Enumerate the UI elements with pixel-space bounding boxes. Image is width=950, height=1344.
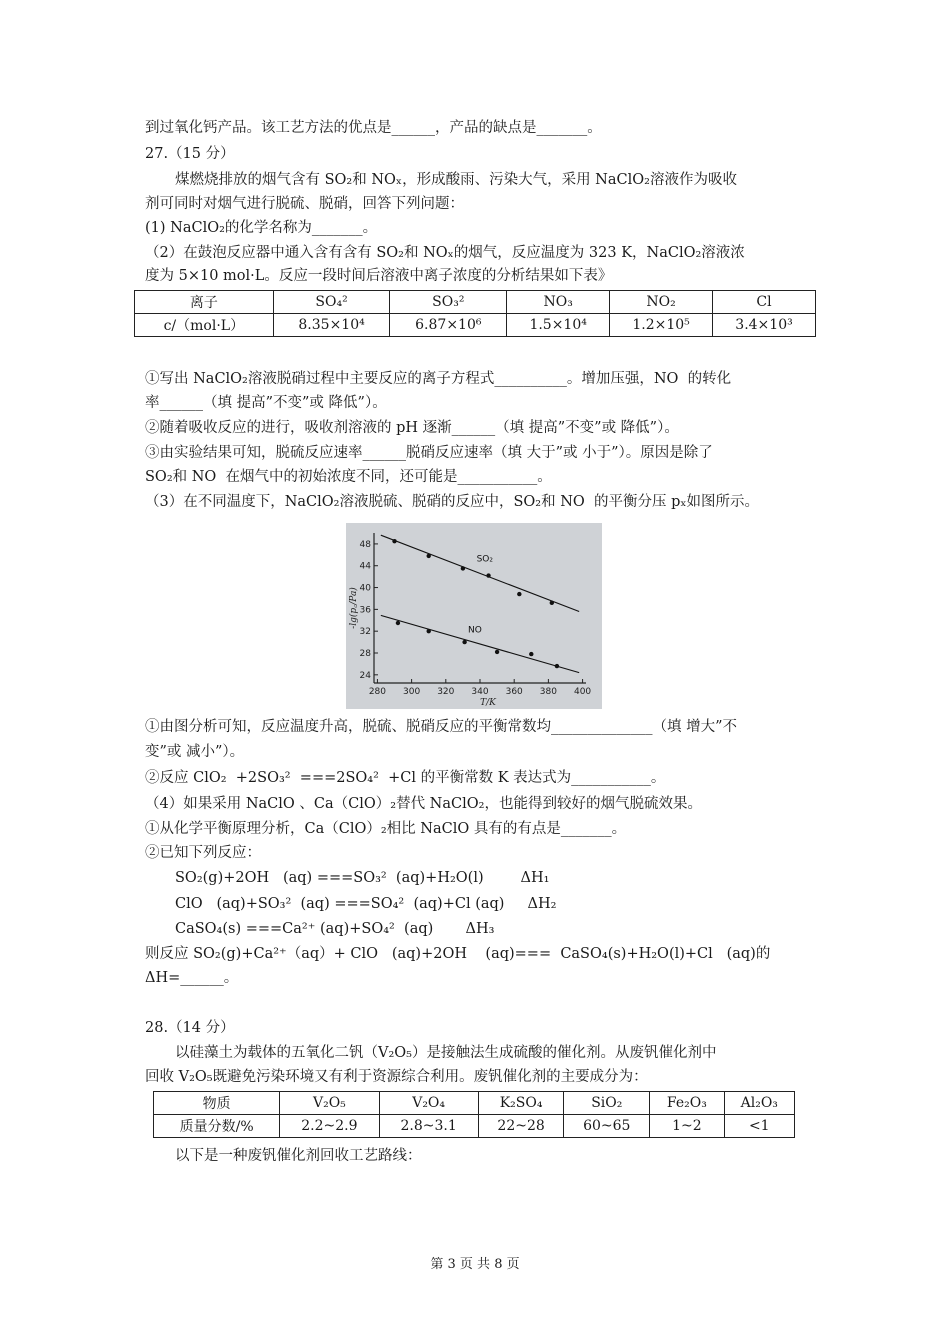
chart-svg [346, 523, 602, 709]
chart-axes [348, 533, 591, 708]
table-cell: 60~65 [564, 1115, 650, 1138]
table-cell: 6.87×10⁶ [390, 314, 507, 337]
data-point [486, 573, 490, 577]
chart-marks [381, 535, 579, 672]
subq-u1: ①从化学平衡原理分析，Ca（ClO）₂相比 NaClO 具有的有点是_______。 [145, 821, 627, 837]
table-header-cell: SO₄² [273, 291, 390, 314]
trendline-no [381, 615, 579, 672]
x-tick-label: 300 [403, 687, 421, 697]
reaction-1: SO₂(g)+2OH (aq) ===SO₃² (aq)+H₂O(l) ΔH₁ [175, 870, 550, 886]
subq-1a: ①写出 NaClO₂溶液脱硝过程中主要反应的离子方程式__________。增加压强，NO 的转化 [145, 371, 732, 387]
q28-paragraph-2: 以下是一种废钒催化剂回收工艺路线： [175, 1148, 422, 1164]
data-point [529, 652, 533, 656]
table-cell: 1.2×10⁵ [610, 314, 713, 337]
table-cell: <1 [724, 1115, 794, 1138]
table-cell: 3.4×10³ [713, 314, 816, 337]
subq-u2: ②已知下列反应： [145, 845, 261, 861]
data-point [462, 640, 466, 644]
q28-paragraph-1b: 回收 V₂O₅既避免污染环境又有利于资源综合利用。废钒催化剂的主要成分为： [145, 1069, 648, 1085]
table-cell: 8.35×10⁴ [273, 314, 390, 337]
table-row-label: 质量分数/% [154, 1115, 280, 1138]
table-row [154, 1115, 795, 1138]
x-axis-label: T/K [480, 698, 496, 708]
x-tick-label: 360 [505, 687, 523, 697]
reaction-2: ClO (aq)+SO₃² (aq) ===SO₄² (aq)+Cl (aq) ΔH₂ [175, 896, 557, 912]
table-header-cell: SiO₂ [564, 1092, 650, 1115]
q27-paragraph-1b: 剂可同时对烟气进行脱硫、脱硝，回答下列问题： [145, 196, 464, 212]
x-tick-label: 400 [573, 687, 592, 697]
table-cell: 1~2 [650, 1115, 724, 1138]
data-point [396, 621, 400, 625]
data-point [550, 601, 554, 605]
x-tick-label: 280 [368, 687, 387, 697]
table-header-cell: Fe₂O₃ [650, 1092, 724, 1115]
data-point [427, 629, 431, 633]
data-point [495, 650, 499, 654]
series-label: SO₂ [476, 554, 493, 565]
table-header-cell: SO₃² [390, 291, 507, 314]
table-header-cell: NO₃ [507, 291, 610, 314]
q28-header: 28.（14 分） [145, 1020, 235, 1036]
y-axis-label: -lg(p꜀/Pa) [349, 587, 359, 629]
table-header-cell: Al₂O₃ [724, 1092, 794, 1115]
table-header-cell: K₂SO₄ [478, 1092, 564, 1115]
table-header-cell: V₂O₄ [379, 1092, 478, 1115]
y-tick-label: 28 [359, 649, 371, 659]
table-row-label: c/（mol·L） [135, 314, 274, 337]
x-tick-label: 340 [471, 687, 489, 697]
table-cell: 2.8~3.1 [379, 1115, 478, 1138]
q27-paragraph-1: 煤燃烧排放的烟气含有 SO₂和 NOₓ，形成酸雨、污染大气，采用 NaClO₂溶液作为吸收 [175, 172, 737, 188]
table-header-row [135, 291, 816, 314]
y-tick-label: 32 [359, 627, 371, 638]
intro-line: 到过氧化钙产品。该工艺方法的优点是______，产品的缺点是_______。 [145, 120, 602, 136]
target-reaction: 则反应 SO₂(g)+Ca²⁺（aq）+ ClO (aq)+2OH (aq)=== CaSO₄(s)+H₂O(l)+Cl (aq)的 [145, 946, 771, 962]
data-point [461, 566, 465, 570]
subq-t1b: 变”或 减小”）。 [145, 744, 245, 760]
subq-3a: ③由实验结果可知，脱硫反应速率______脱硝反应速率（填 大于”或 小于”）。原因是除了 [145, 445, 713, 461]
table-header-cell: NO₂ [610, 291, 713, 314]
table-header-cell: Cl [713, 291, 816, 314]
page-footer: 第 3 页 共 8 页 [430, 1257, 520, 1272]
q27-question-1: (1) NaClO₂的化学名称为_______。 [145, 220, 378, 236]
delta-h-answer: ΔH=______。 [145, 970, 239, 986]
q27-question-2b: 度为 5×10 mol·L。反应一段时间后溶液中离子浓度的分析结果如下表》 [145, 268, 613, 284]
table-header-cell: V₂O₅ [280, 1092, 379, 1115]
data-point [555, 664, 559, 668]
q27-question-3: （3）在不同温度下，NaClO₂溶液脱硫、脱硝的反应中，SO₂和 NO 的平衡分压 pₓ如图所示。 [145, 494, 760, 510]
q27-question-2a: （2）在鼓泡反应器中通入含有含有 SO₂和 NOₓ的烟气，反应温度为 323 K，NaClO₂溶液浓 [145, 245, 745, 261]
y-tick-label: 40 [359, 583, 371, 594]
x-tick-label: 380 [539, 687, 557, 697]
catalyst-composition-table [153, 1091, 795, 1138]
ion-concentration-table [134, 290, 816, 337]
q27-header: 27.（15 分） [145, 146, 235, 162]
subq-1b: 率______（填 提高”不变”或 降低”）。 [145, 395, 387, 411]
subq-3b: SO₂和 NO 在烟气中的初始浓度不同，还可能是___________。 [145, 469, 552, 485]
table-cell: 2.2~2.9 [280, 1115, 379, 1138]
table-cell: 1.5×10⁴ [507, 314, 610, 337]
reaction-3: CaSO₄(s) ===Ca²⁺ (aq)+SO₄² (aq) ΔH₃ [175, 921, 495, 937]
table-header-cell: 离子 [135, 291, 274, 314]
x-tick-label: 320 [437, 687, 455, 697]
subq-2: ②随着吸收反应的进行，吸收剂溶液的 pH 逐渐______（填 提高”不变”或 降低”）。 [145, 420, 679, 436]
y-tick-label: 24 [359, 670, 371, 681]
series-label: NO [468, 625, 482, 636]
subq-t1a: ①由图分析可知，反应温度升高，脱硫、脱硝反应的平衡常数均______________（填 增大”不 [145, 719, 738, 735]
table-cell: 22~28 [478, 1115, 564, 1138]
partial-pressure-chart [346, 523, 602, 709]
y-tick-label: 44 [359, 561, 371, 572]
table-header-cell: 物质 [154, 1092, 280, 1115]
q27-question-4: （4）如果采用 NaClO 、Ca（ClO）₂替代 NaClO₂，也能得到较好的烟气脱硫效果。 [145, 796, 702, 812]
q28-paragraph-1: 以硅藻土为载体的五氧化二钒（V₂O₅）是接触法生成硫酸的催化剂。从废钒催化剂中 [175, 1045, 717, 1061]
table-row [135, 314, 816, 337]
subq-t2: ②反应 ClO₂ +2SO₃² ===2SO₄² +Cl 的平衡常数 K 表达式为___________。 [145, 770, 666, 786]
data-point [392, 539, 396, 543]
table-header-row [154, 1092, 795, 1115]
data-point [427, 554, 431, 558]
y-tick-label: 36 [359, 605, 371, 616]
trendline-so [381, 535, 579, 611]
data-point [517, 592, 521, 596]
y-tick-label: 48 [359, 539, 371, 550]
